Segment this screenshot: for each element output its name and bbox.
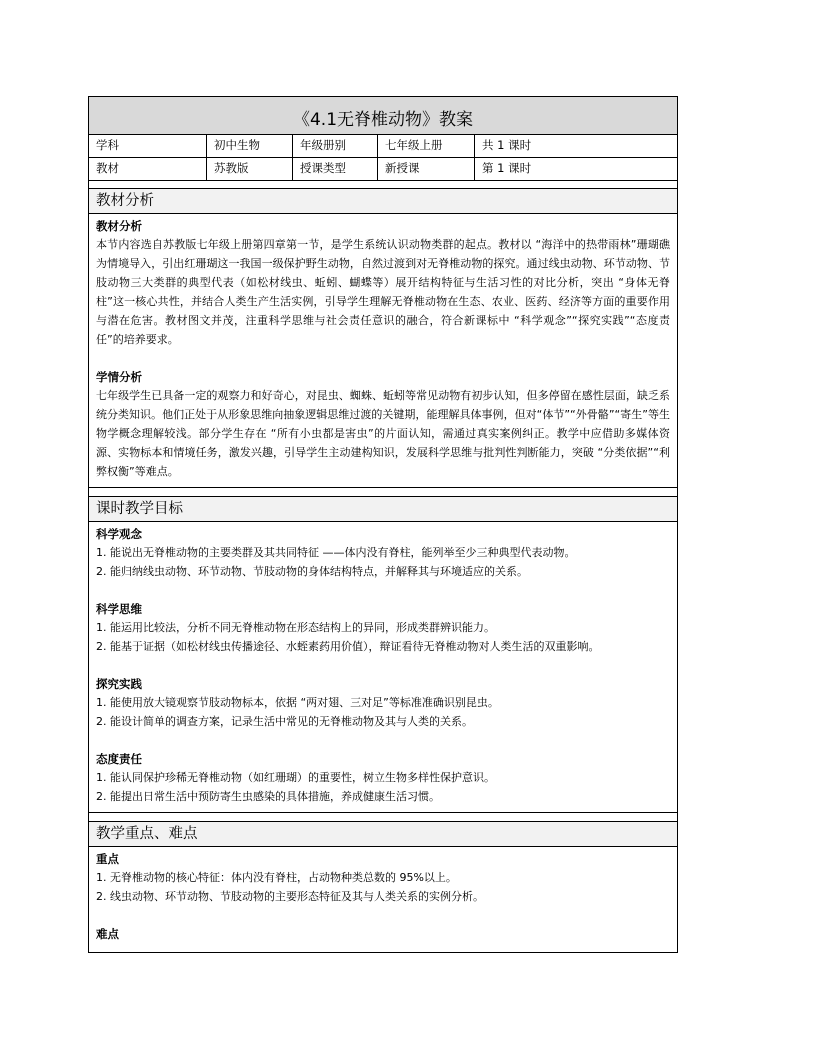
info-cell: 年级册别: [293, 135, 378, 157]
section-body-key-points: [89, 847, 677, 943]
info-row-1: [89, 135, 677, 158]
document-title: 《4.1无脊椎动物》教案: [89, 97, 677, 135]
info-cell: 授课类型: [293, 158, 378, 180]
info-cell: 第 1 课时: [482, 161, 532, 175]
subheading-textbook: 教材分析: [96, 219, 142, 233]
subheading-key: 重点: [96, 852, 119, 866]
info-cell: 初中生物: [207, 135, 293, 157]
list-item: 1. 能运用比较法，分析不同无脊椎动物在形态结构上的异同，形成类群辨识能力。: [96, 621, 495, 634]
section-heading-objectives: 课时教学目标: [89, 496, 677, 522]
info-cell: 教材: [89, 158, 207, 180]
subheading-objective-group: 探究实践: [96, 677, 142, 691]
info-cell: 学科: [89, 135, 207, 157]
list-item: 1. 能使用放大镜观察节肢动物标本，依据 “两对翅、三对足”等标准准确识别昆虫。: [96, 696, 499, 709]
list-item: 1. 能认同保护珍稀无脊椎动物（如红珊瑚）的重要性，树立生物多样性保护意识。: [96, 771, 495, 784]
info-cell: 苏教版: [207, 158, 293, 180]
list-item: 2. 能归纳线虫动物、环节动物、节肢动物的身体结构特点，并解释其与环境适应的关系。: [96, 565, 528, 578]
subheading-difficult: 难点: [96, 927, 119, 941]
paragraph-textbook: 本节内容选自苏教版七年级上册第四章第一节，是学生系统认识动物类群的起点。教材以 “海洋中的热带雨林”珊瑚礁为情境导入，引出红珊瑚这一我国一级保护野生动物，自然过渡到对无脊椎动物的探究。通过线虫动物、环节动物、节肢动物三大类群的典型代表（如松材线虫、蚯蚓、蝴蝶等）展开结构特征与生活习性的对比分析，突出 “身体无脊柱”这一核心共性，并结合人类生产生活实例，引导学生理解无脊椎动物在生态、农业、医药、经济等方面的重要作用与潜在危害。教材图文并茂，注重科学思维与社会责任意识的融合，符合新课标中 “科学观念”“探究实践”“态度责任”的培养要求。: [96, 238, 670, 346]
section-heading-analysis: 教材分析: [89, 188, 677, 214]
list-item: 2. 能提出日常生活中预防寄生虫感染的具体措施，养成健康生活习惯。: [96, 790, 440, 803]
info-cell: 七年级上册: [378, 135, 475, 157]
lesson-plan-table: [88, 96, 678, 953]
subheading-students: 学情分析: [96, 370, 142, 384]
section-body-analysis: [89, 214, 677, 488]
section-heading-key-points: 教学重点、难点: [89, 821, 677, 847]
subheading-objective-group: 态度责任: [96, 752, 142, 766]
list-item: 2. 线虫动物、环节动物、节肢动物的主要形态特征及其与人类关系的实例分析。: [96, 890, 484, 903]
paragraph-students: 七年级学生已具备一定的观察力和好奇心，对昆虫、蜘蛛、蚯蚓等常见动物有初步认知，但多停留在感性层面，缺乏系统分类知识。他们正处于从形象思维向抽象逻辑思维过渡的关键期，能理解具体事例，但对“体节”“外骨骼”“寄生”等生物学概念理解较浅。部分学生存在 “所有小虫都是害虫”的片面认知，需通过真实案例纠正。教学中应借助多媒体资源、实物标本和情境任务，激发兴趣，引导学生主动建构知识，发展科学思维与批判性判断能力，突破 “分类依据”“利弊权衡”等难点。: [96, 389, 670, 478]
list-item: 1. 能说出无脊椎动物的主要类群及其共同特征 ——体内没有脊柱，能列举至少三种典型代表动物。: [96, 546, 576, 559]
subheading-objective-group: 科学观念: [96, 527, 142, 541]
subheading-objective-group: 科学思维: [96, 602, 142, 616]
info-row-2: [89, 158, 677, 181]
list-item: 1. 无脊椎动物的核心特征：体内没有脊柱，占动物种类总数的 95%以上。: [96, 871, 457, 884]
list-item: 2. 能设计简单的调查方案，记录生活中常见的无脊椎动物及其与人类的关系。: [96, 715, 473, 728]
section-body-objectives: [89, 522, 677, 813]
info-cell: 新授课: [378, 158, 475, 180]
info-cell: 共 1 课时: [482, 138, 532, 152]
list-item: 2. 能基于证据（如松材线虫传播途径、水蛭素药用价值），辩证看待无脊椎动物对人类生活的双重影响。: [96, 640, 600, 653]
